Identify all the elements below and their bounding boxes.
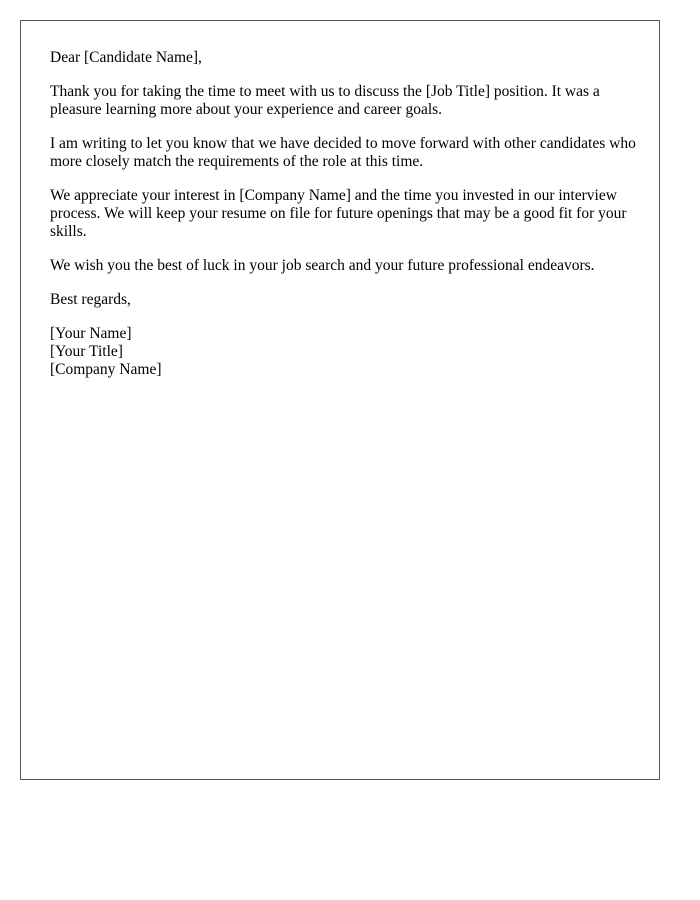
closing: Best regards, [50,291,131,308]
paragraph-appreciation: We appreciate your interest in [Company Name] and the time you invested in our interview process. We will keep your resume on file for future openings that may be a good fit for your skills. [50,187,627,240]
signature-title: [Your Title] [50,343,123,360]
letter-body [50,49,636,379]
paragraph-decision: I am writing to let you know that we have decided to move forward with other candidates who more closely match the requirements of the role at this time. [50,135,636,170]
signature-company: [Company Name] [50,361,162,378]
letter-page [20,20,660,780]
signature-block [50,325,636,379]
paragraph-good-luck: We wish you the best of luck in your job search and your future professional endeavors. [50,257,595,274]
paragraph-thank-you: Thank you for taking the time to meet with us to discuss the [Job Title] position. It was a pleasure learning more about your experience and career goals. [50,83,600,118]
salutation: Dear [Candidate Name], [50,49,202,66]
signature-name: [Your Name] [50,325,132,342]
